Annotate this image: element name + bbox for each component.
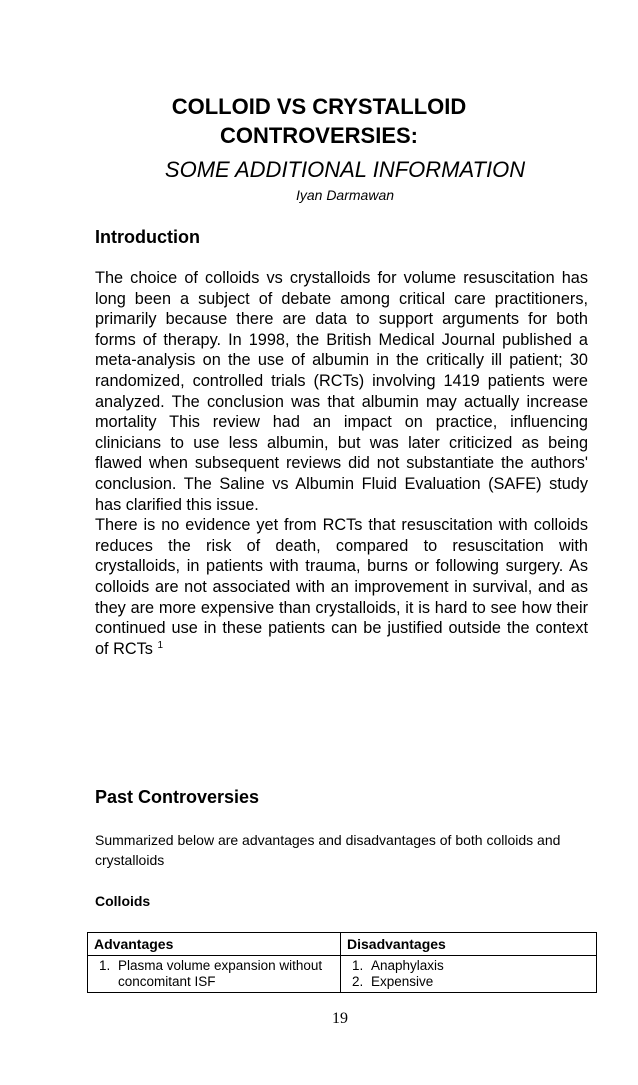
- advantages-header: Advantages: [88, 933, 341, 956]
- disadvantages-list: [347, 958, 590, 990]
- advantages-list: [94, 958, 334, 990]
- title-line-2: CONTROVERSIES:: [219, 123, 419, 148]
- title-line-1: COLLOID VS CRYSTALLOID: [171, 94, 467, 119]
- table-row: [88, 956, 597, 993]
- page-number: 19: [332, 1010, 348, 1027]
- advantages-cell: [88, 956, 341, 993]
- colloids-table: [87, 932, 597, 993]
- list-item: 1. Plasma volume expansion without concomitant ISF: [114, 958, 334, 990]
- list-item: 1. Anaphylaxis: [367, 958, 590, 974]
- past-controversies-text: Summarized below are advantages and disadvantages of both colloids and crystalloids: [95, 832, 561, 868]
- list-item: 2. Expensive: [367, 974, 590, 990]
- table-header-row: [88, 933, 597, 956]
- reference-superscript: 1: [157, 639, 163, 651]
- introduction-heading: Introduction: [95, 227, 200, 247]
- disadvantages-cell: [341, 956, 597, 993]
- disadvantages-header: Disadvantages: [341, 933, 597, 956]
- introduction-paragraph-2-text: There is no evidence yet from RCTs that resuscitation with colloids reduces the risk of death, compared to resuscitation with crystalloids, in patients with trauma, burns or following surgery. As colloids are not associated with an improvement in survival, and as they are more expensive than crystalloids, it is hard to see how their continued use in these patients can be justified outside the context of RCTs: [95, 516, 588, 658]
- colloids-heading: Colloids: [95, 893, 151, 909]
- introduction-paragraph-2: [95, 515, 588, 659]
- introduction-paragraph-1: The choice of colloids vs crystalloids for volume resuscitation has long been a subject of debate among critical care practitioners, primarily because there are data to support arguments for both forms of therapy. In 1998, the British Medical Journal published a meta-analysis on the use of albumin in the critically ill patient; 30 randomized, controlled trials (RCTs) involving 1419 patients were analyzed. The conclusion was that albumin may actually increase mortality This review had an impact on practice, influencing clinicians to use less albumin, but was later criticized as being flawed when subsequent reviews did not substantiate the authors' conclusion. The Saline vs Albumin Fluid Evaluation (SAFE) study has clarified this issue.: [95, 269, 588, 514]
- page-title: [0, 92, 638, 150]
- introduction-body: [95, 268, 588, 659]
- page-subtitle: SOME ADDITIONAL INFORMATION: [164, 157, 526, 182]
- past-controversies-heading: Past Controversies: [95, 787, 260, 807]
- author-name: Iyan Darmawan: [295, 187, 395, 203]
